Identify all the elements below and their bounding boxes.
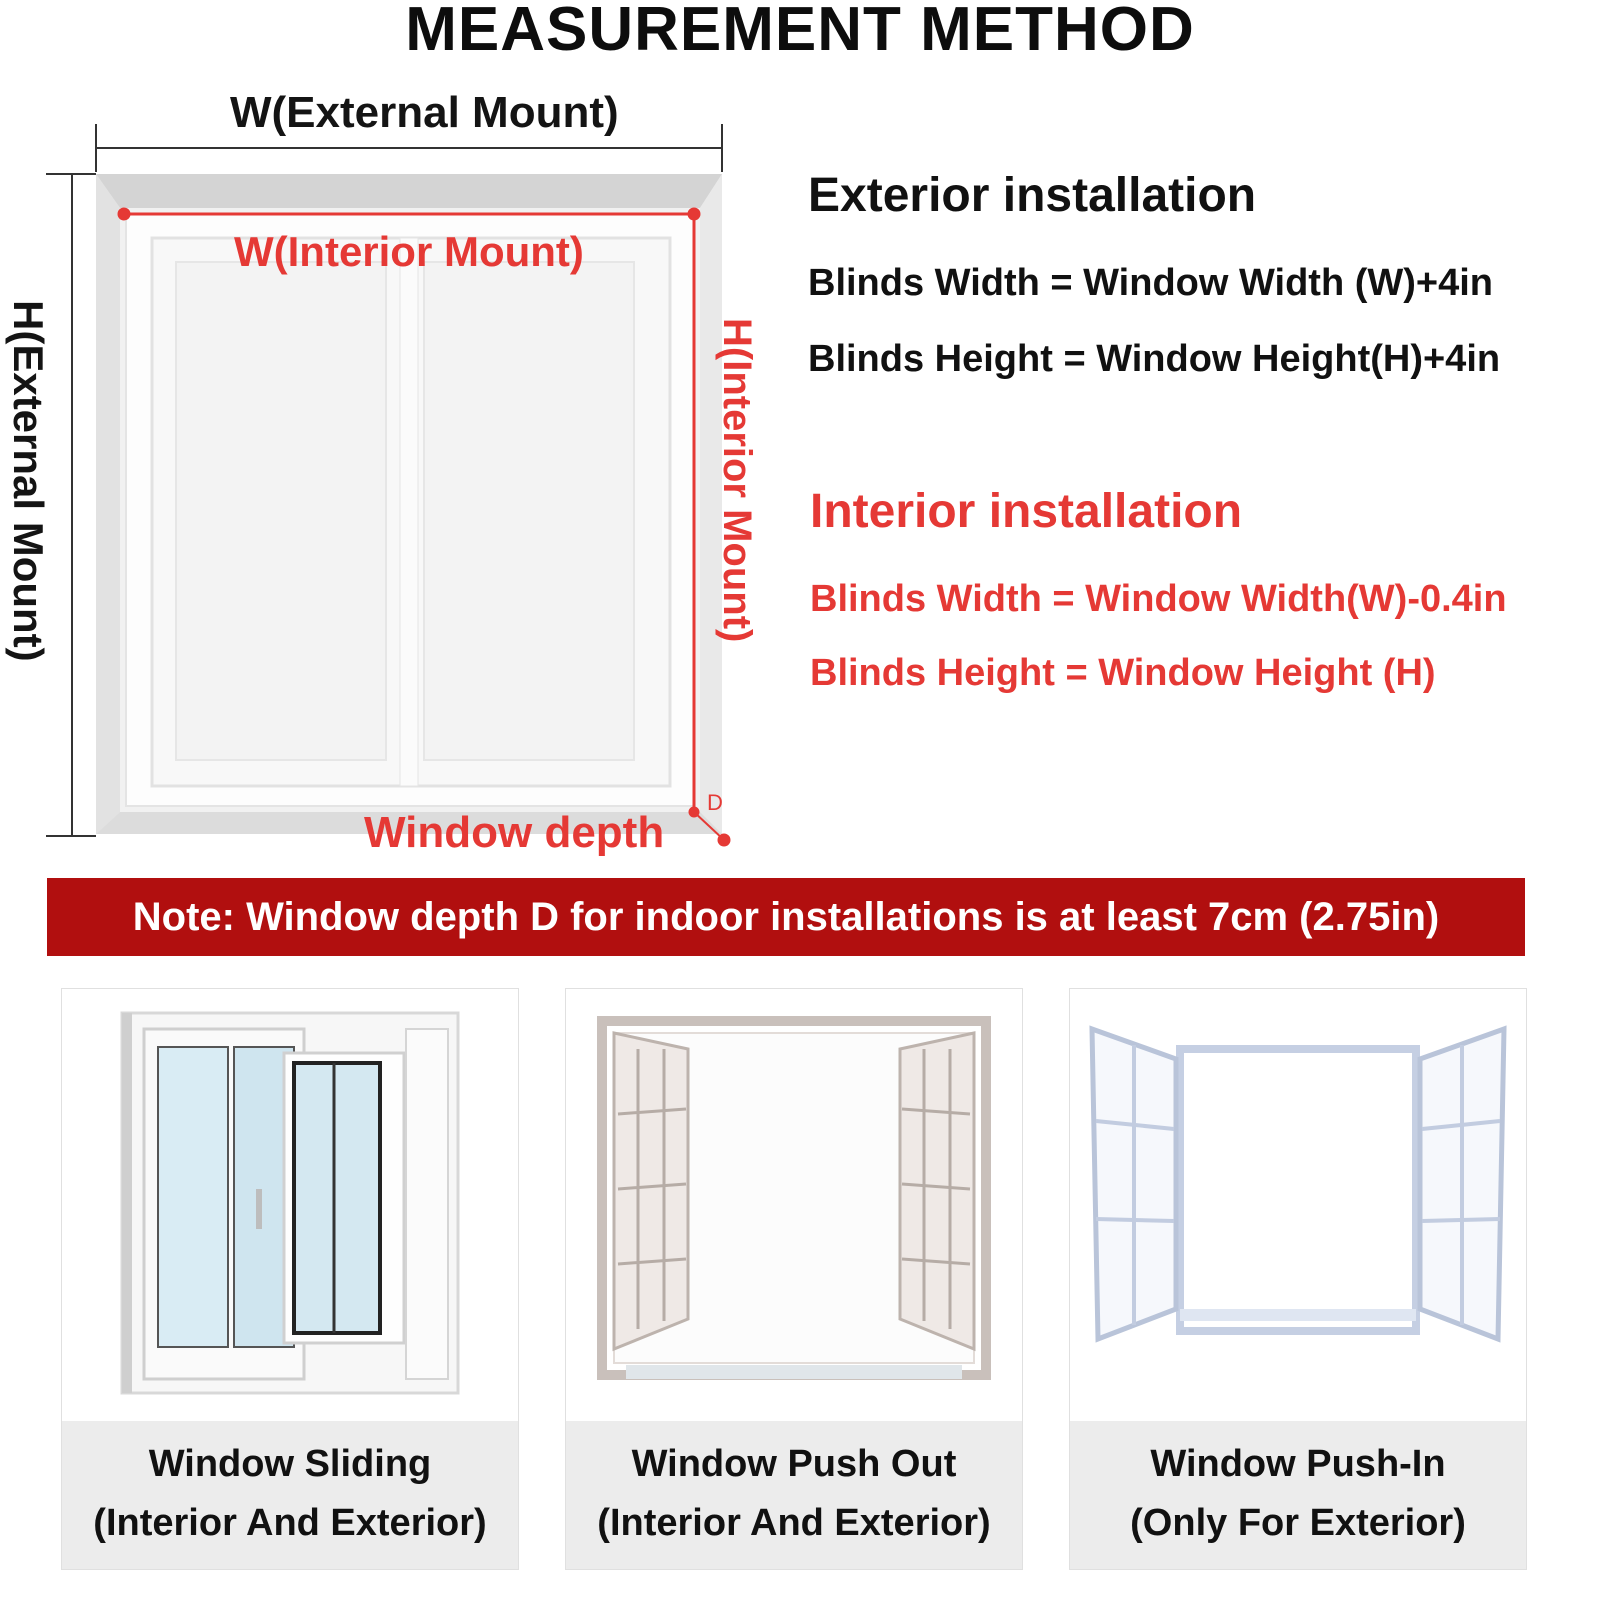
window-type-applies: (Only For Exterior) [1130, 1502, 1466, 1544]
interior-height-formula: Blinds Height = Window Height (H) [810, 652, 1436, 694]
exterior-width-formula: Blinds Width = Window Width (W)+4in [808, 262, 1493, 304]
depth-letter: D [707, 790, 723, 815]
external-height-dimension [46, 174, 96, 836]
window-type-card-push-in [1069, 988, 1527, 1570]
note-banner [47, 878, 1525, 956]
window-depth-label: Window depth [364, 808, 665, 857]
interior-width-label: W(Interior Mount) [234, 228, 584, 275]
window-type-applies: (Interior And Exterior) [93, 1502, 487, 1544]
window-type-caption [62, 1421, 518, 1569]
interior-heading: Interior installation [810, 485, 1243, 538]
exterior-heading: Exterior installation [808, 169, 1257, 222]
window-type-card-push-out [565, 988, 1023, 1570]
external-height-label: H(External Mount) [5, 300, 52, 662]
window-type-applies: (Interior And Exterior) [597, 1502, 991, 1544]
interior-width-formula: Blinds Width = Window Width(W)-0.4in [810, 578, 1507, 620]
page-title: MEASUREMENT METHOD [405, 0, 1195, 64]
push-out-window-image [566, 989, 1022, 1419]
window-type-name: Window Sliding [148, 1443, 432, 1485]
window-type-card-sliding [61, 988, 519, 1570]
window-type-caption [566, 1421, 1022, 1569]
exterior-height-formula: Blinds Height = Window Height(H)+4in [808, 338, 1501, 380]
external-width-label: W(External Mount) [230, 88, 619, 137]
note-text: Note: Window depth D for indoor installations is at least 7cm (2.75in) [132, 894, 1440, 939]
window-type-caption [1070, 1421, 1526, 1569]
push-in-window-image [1070, 989, 1526, 1419]
sliding-window-image [62, 989, 518, 1419]
window-type-name: Window Push-In [1150, 1443, 1446, 1485]
window-type-name: Window Push Out [631, 1443, 957, 1485]
interior-height-label: H(Interior Mount) [715, 318, 759, 643]
